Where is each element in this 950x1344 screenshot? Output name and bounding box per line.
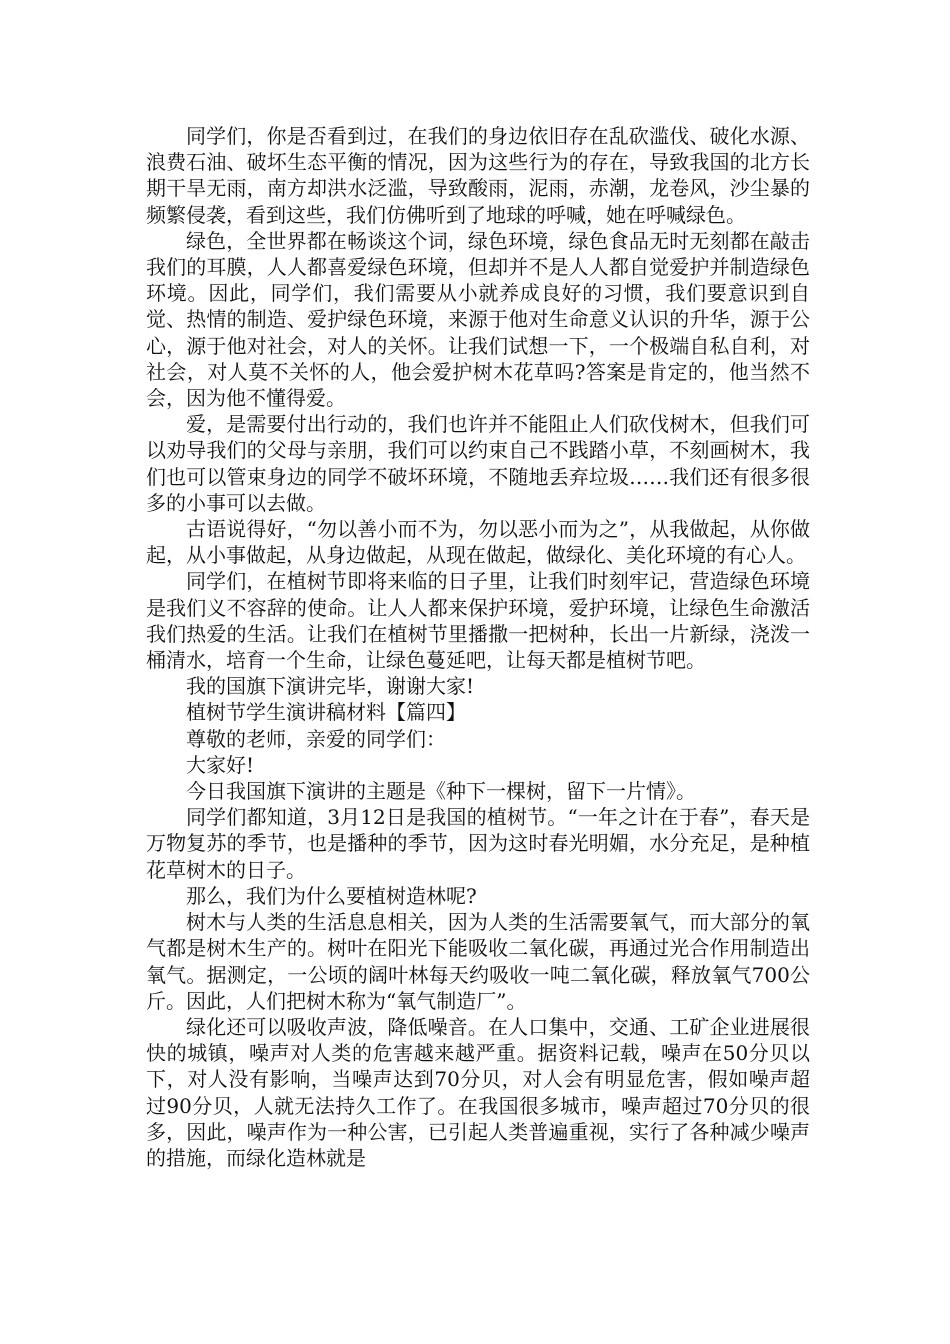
closing-line: 我的国旗下演讲完毕，谢谢大家!	[186, 674, 475, 699]
paragraph-5: 同学们，在植树节即将来临的日子里，让我们时刻牢记，营造绿色环境是我们义不容辞的使命。让人人都来保护环境，爱护环境，让绿色生命激活我们热爱的生活。让我们在植树节里播撒一把树种，长出一片新绿，浇泼一桶清水，培育一个生命，让绿色蔓延吧，让每天都是植树节吧。	[146, 569, 810, 673]
greeting: 大家好!	[186, 752, 255, 777]
document-body	[146, 123, 810, 1171]
topic-line: 今日我国旗下演讲的主题是《种下一棵树，留下一片情》。	[186, 779, 696, 804]
paragraph-3: 爱，是需要付出行动的，我们也许并不能阻止人们砍伐树木，但我们可以劝导我们的父母与亲朋，我们可以约束自己不践踏小草，不刻画树木，我们也可以管束身边的同学不破坏环境，不随地丢弃垃圾……我们还有很多很多的小事可以去做。	[146, 412, 810, 515]
paragraph-6: 同学们都知道，3月12日是我国的植树节。“一年之计在于春”，春天是万物复苏的季节，也是播种的季节，因为这时春光明媚，水分充足，是种植花草树木的日子。	[146, 805, 810, 882]
paragraph-1: 同学们，你是否看到过，在我们的身边依旧存在乱砍滥伐、破化水源、浪费石油、破坏生态平衡的情况，因为这些行为的存在，导致我国的北方长期干旱无雨，南方却洪水泛滥，导致酸雨，泥雨，赤潮，龙卷风，沙尘暴的频繁侵袭，看到这些，我们仿佛听到了地球的呼喊，她在呼喊绿色。	[146, 124, 810, 227]
salutation: 尊敬的老师，亲爱的同学们：	[186, 726, 446, 751]
question-line: 那么，我们为什么要植树造林呢?	[186, 883, 477, 908]
paragraph-4: 古语说得好，“勿以善小而不为，勿以恶小而为之”，从我做起，从你做起，从小事做起，从身边做起，从现在做起，做绿化、美化环境的有心人。	[146, 517, 810, 568]
paragraph-2: 绿色，全世界都在畅谈这个词，绿色环境，绿色食品无时无刻都在敲击我们的耳膜，人人都喜爱绿色环境，但却并不是人人都自觉爱护并制造绿色环境。因此，同学们，我们需要从小就养成良好的习惯，我们要意识到自觉、热情的制造、爱护绿色环境，来源于他对生命意义认识的升华，源于公心，源于他对社会，对人的关怀。让我们试想一下，一个极端自私自利，对社会，对人莫不关怀的人，他会爱护树木花草吗?答案是肯定的，他当然不会，因为他不懂得爱。	[146, 228, 810, 411]
section-heading: 植树节学生演讲稿材料【篇四】	[186, 700, 466, 725]
paragraph-8: 绿化还可以吸收声波，降低噪音。在人口集中，交通、工矿企业进展很快的城镇，噪声对人类的危害越来越严重。据资料记载，噪声在50分贝以下，对人没有影响，当噪声达到70分贝，对人会有明显危害，假如噪声超过90分贝，人就无法持久工作了。在我国很多城市，噪声超过70分贝的很多，因此，噪声作为一种公害，已引起人类普遍重视，实行了各种减少噪声的措施，而绿化造林就是	[146, 1014, 810, 1170]
paragraph-7: 树木与人类的生活息息相关，因为人类的生活需要氧气，而大部分的氧气都是树木生产的。树叶在阳光下能吸收二氧化碳，再通过光合作用制造出氧气。据测定，一公顷的阔叶林每天约吸收一吨二氧化碳，释放氧气700公斤。因此，人们把树木称为“氧气制造厂”。	[146, 910, 810, 1013]
